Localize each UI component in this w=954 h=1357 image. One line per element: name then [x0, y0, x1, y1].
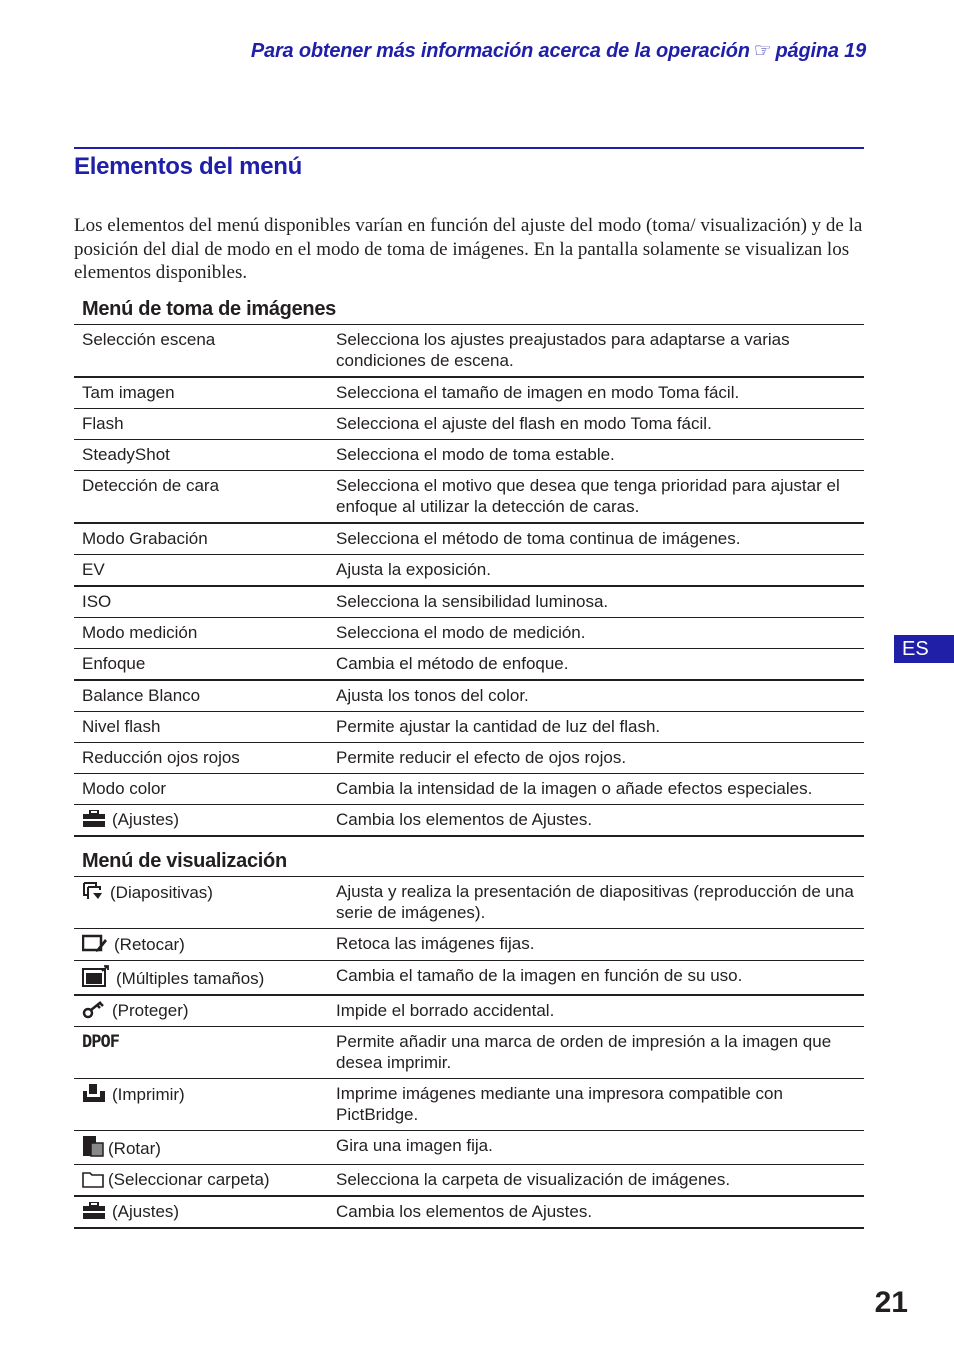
rotate-icon: [82, 1135, 104, 1157]
item-description: Selecciona los ajustes preajustados para adaptarse a varias condiciones de escena.: [328, 325, 864, 378]
page-number: 21: [874, 1286, 908, 1319]
item-name: (Proteger): [112, 1001, 189, 1020]
playback-menu-block: [74, 846, 864, 1229]
item-cell: [74, 961, 328, 996]
item-name: Enfoque: [74, 649, 328, 681]
table-row: [74, 440, 864, 471]
item-description: Selecciona el tamaño de imagen en modo Toma fácil.: [328, 377, 864, 409]
item-description: Cambia el tamaño de la imagen en función de su uso.: [328, 961, 864, 996]
item-name: (Ajustes): [112, 810, 180, 829]
section-rule: [74, 147, 864, 149]
item-cell: [74, 1131, 328, 1165]
item-cell: [74, 1027, 328, 1079]
item-description: Cambia los elementos de Ajustes.: [328, 1196, 864, 1228]
item-name: (Seleccionar carpeta): [108, 1170, 270, 1189]
item-description: Cambia los elementos de Ajustes.: [328, 805, 864, 837]
table-row: [74, 409, 864, 440]
key-icon: [82, 1001, 106, 1019]
print-icon: [82, 1083, 106, 1103]
item-description: Ajusta la exposición.: [328, 555, 864, 587]
item-cell: [74, 1196, 328, 1228]
item-name: Nivel flash: [74, 712, 328, 743]
item-description: Selecciona el modo de toma estable.: [328, 440, 864, 471]
item-cell: [74, 1079, 328, 1131]
item-description: Imprime imágenes mediante una impresora compatible con PictBridge.: [328, 1079, 864, 1131]
item-name: Balance Blanco: [74, 680, 328, 712]
item-description: Selecciona el método de toma continua de imágenes.: [328, 523, 864, 555]
table-row: [74, 774, 864, 805]
item-name: (Múltiples tamaños): [116, 969, 265, 988]
table-row: [74, 325, 864, 378]
toolbox-icon: [82, 810, 106, 828]
item-name: Tam imagen: [74, 377, 328, 409]
item-name: (Imprimir): [112, 1085, 185, 1104]
table-row: [74, 929, 864, 961]
item-description: Gira una imagen fija.: [328, 1131, 864, 1165]
table-row: [74, 555, 864, 587]
playback-menu-title: Menú de visualización: [82, 850, 287, 872]
item-cell: [74, 1165, 328, 1197]
item-name: Selección escena: [74, 325, 328, 378]
shooting-menu-table: [74, 324, 864, 837]
header-cross-reference[interactable]: [251, 38, 866, 63]
table-row: [74, 1165, 864, 1197]
item-name: SteadyShot: [74, 440, 328, 471]
item-description: Retoca las imágenes fijas.: [328, 929, 864, 961]
item-description: Permite ajustar la cantidad de luz del flash.: [328, 712, 864, 743]
item-name: Detección de cara: [74, 471, 328, 524]
shooting-menu-block: [74, 294, 864, 837]
table-row: [74, 961, 864, 996]
table-row: [74, 471, 864, 524]
item-name: Modo color: [74, 774, 328, 805]
header-page-ref[interactable]: página 19: [775, 40, 866, 62]
item-name: Reducción ojos rojos: [74, 743, 328, 774]
item-name: EV: [74, 555, 328, 587]
table-row: [74, 1027, 864, 1079]
item-description: Permite añadir una marca de orden de impresión a la imagen que desea imprimir.: [328, 1027, 864, 1079]
item-name: Modo medición: [74, 618, 328, 649]
table-row: [74, 743, 864, 774]
toolbox-icon: [82, 1202, 106, 1220]
table-row: [74, 1079, 864, 1131]
intro-paragraph: Los elementos del menú disponibles varían en función del ajuste del modo (toma/ visualización) y de la posición del dial de modo en el modo de toma de imágenes. En la pantalla solamente se visualizan los elementos disponibles.: [74, 215, 863, 283]
table-row: [74, 523, 864, 555]
item-name: ISO: [74, 586, 328, 618]
table-row: [74, 618, 864, 649]
item-description: Cambia la intensidad de la imagen o añade efectos especiales.: [328, 774, 864, 805]
item-cell: [74, 929, 328, 961]
table-row: [74, 712, 864, 743]
item-name: (Retocar): [114, 935, 185, 954]
playback-menu-table: [74, 876, 864, 1229]
item-description: Permite reducir el efecto de ojos rojos.: [328, 743, 864, 774]
dpof-icon: DPOF: [82, 1032, 119, 1052]
item-description: Selecciona el motivo que desea que tenga prioridad para ajustar el enfoque al utilizar la detección de caras.: [328, 471, 864, 524]
item-description: Impide el borrado accidental.: [328, 995, 864, 1027]
shooting-menu-title: Menú de toma de imágenes: [82, 298, 336, 320]
table-row: [74, 1131, 864, 1165]
item-description: Ajusta y realiza la presentación de diapositivas (reproducción de una serie de imágenes).: [328, 877, 864, 929]
table-row: [74, 586, 864, 618]
table-row: [74, 877, 864, 929]
header-text: Para obtener más información acerca de la operación: [250, 40, 750, 62]
section-title: Elementos del menú: [74, 153, 302, 180]
retouch-icon: [82, 933, 108, 953]
item-cell: [74, 877, 328, 929]
pointing-hand-icon: ☞: [753, 40, 772, 62]
item-name: Flash: [74, 409, 328, 440]
resize-icon: [82, 965, 110, 987]
slideshow-icon: [82, 881, 104, 901]
item-cell: [74, 805, 328, 837]
table-row: [74, 805, 864, 837]
folder-icon: [82, 1170, 104, 1188]
table-row: [74, 1196, 864, 1228]
table-row: [74, 377, 864, 409]
item-name: Modo Grabación: [74, 523, 328, 555]
item-description: Ajusta los tonos del color.: [328, 680, 864, 712]
item-description: Cambia el método de enfoque.: [328, 649, 864, 681]
item-cell: [74, 995, 328, 1027]
table-row: [74, 680, 864, 712]
language-tab: ES: [894, 635, 954, 663]
table-row: [74, 995, 864, 1027]
item-name: (Ajustes): [112, 1202, 180, 1221]
table-row: [74, 649, 864, 681]
item-name: (Rotar): [108, 1139, 161, 1158]
item-description: Selecciona el modo de medición.: [328, 618, 864, 649]
item-description: Selecciona la carpeta de visualización de imágenes.: [328, 1165, 864, 1197]
item-description: Selecciona el ajuste del flash en modo Toma fácil.: [328, 409, 864, 440]
item-description: Selecciona la sensibilidad luminosa.: [328, 586, 864, 618]
item-name: (Diapositivas): [110, 883, 213, 902]
